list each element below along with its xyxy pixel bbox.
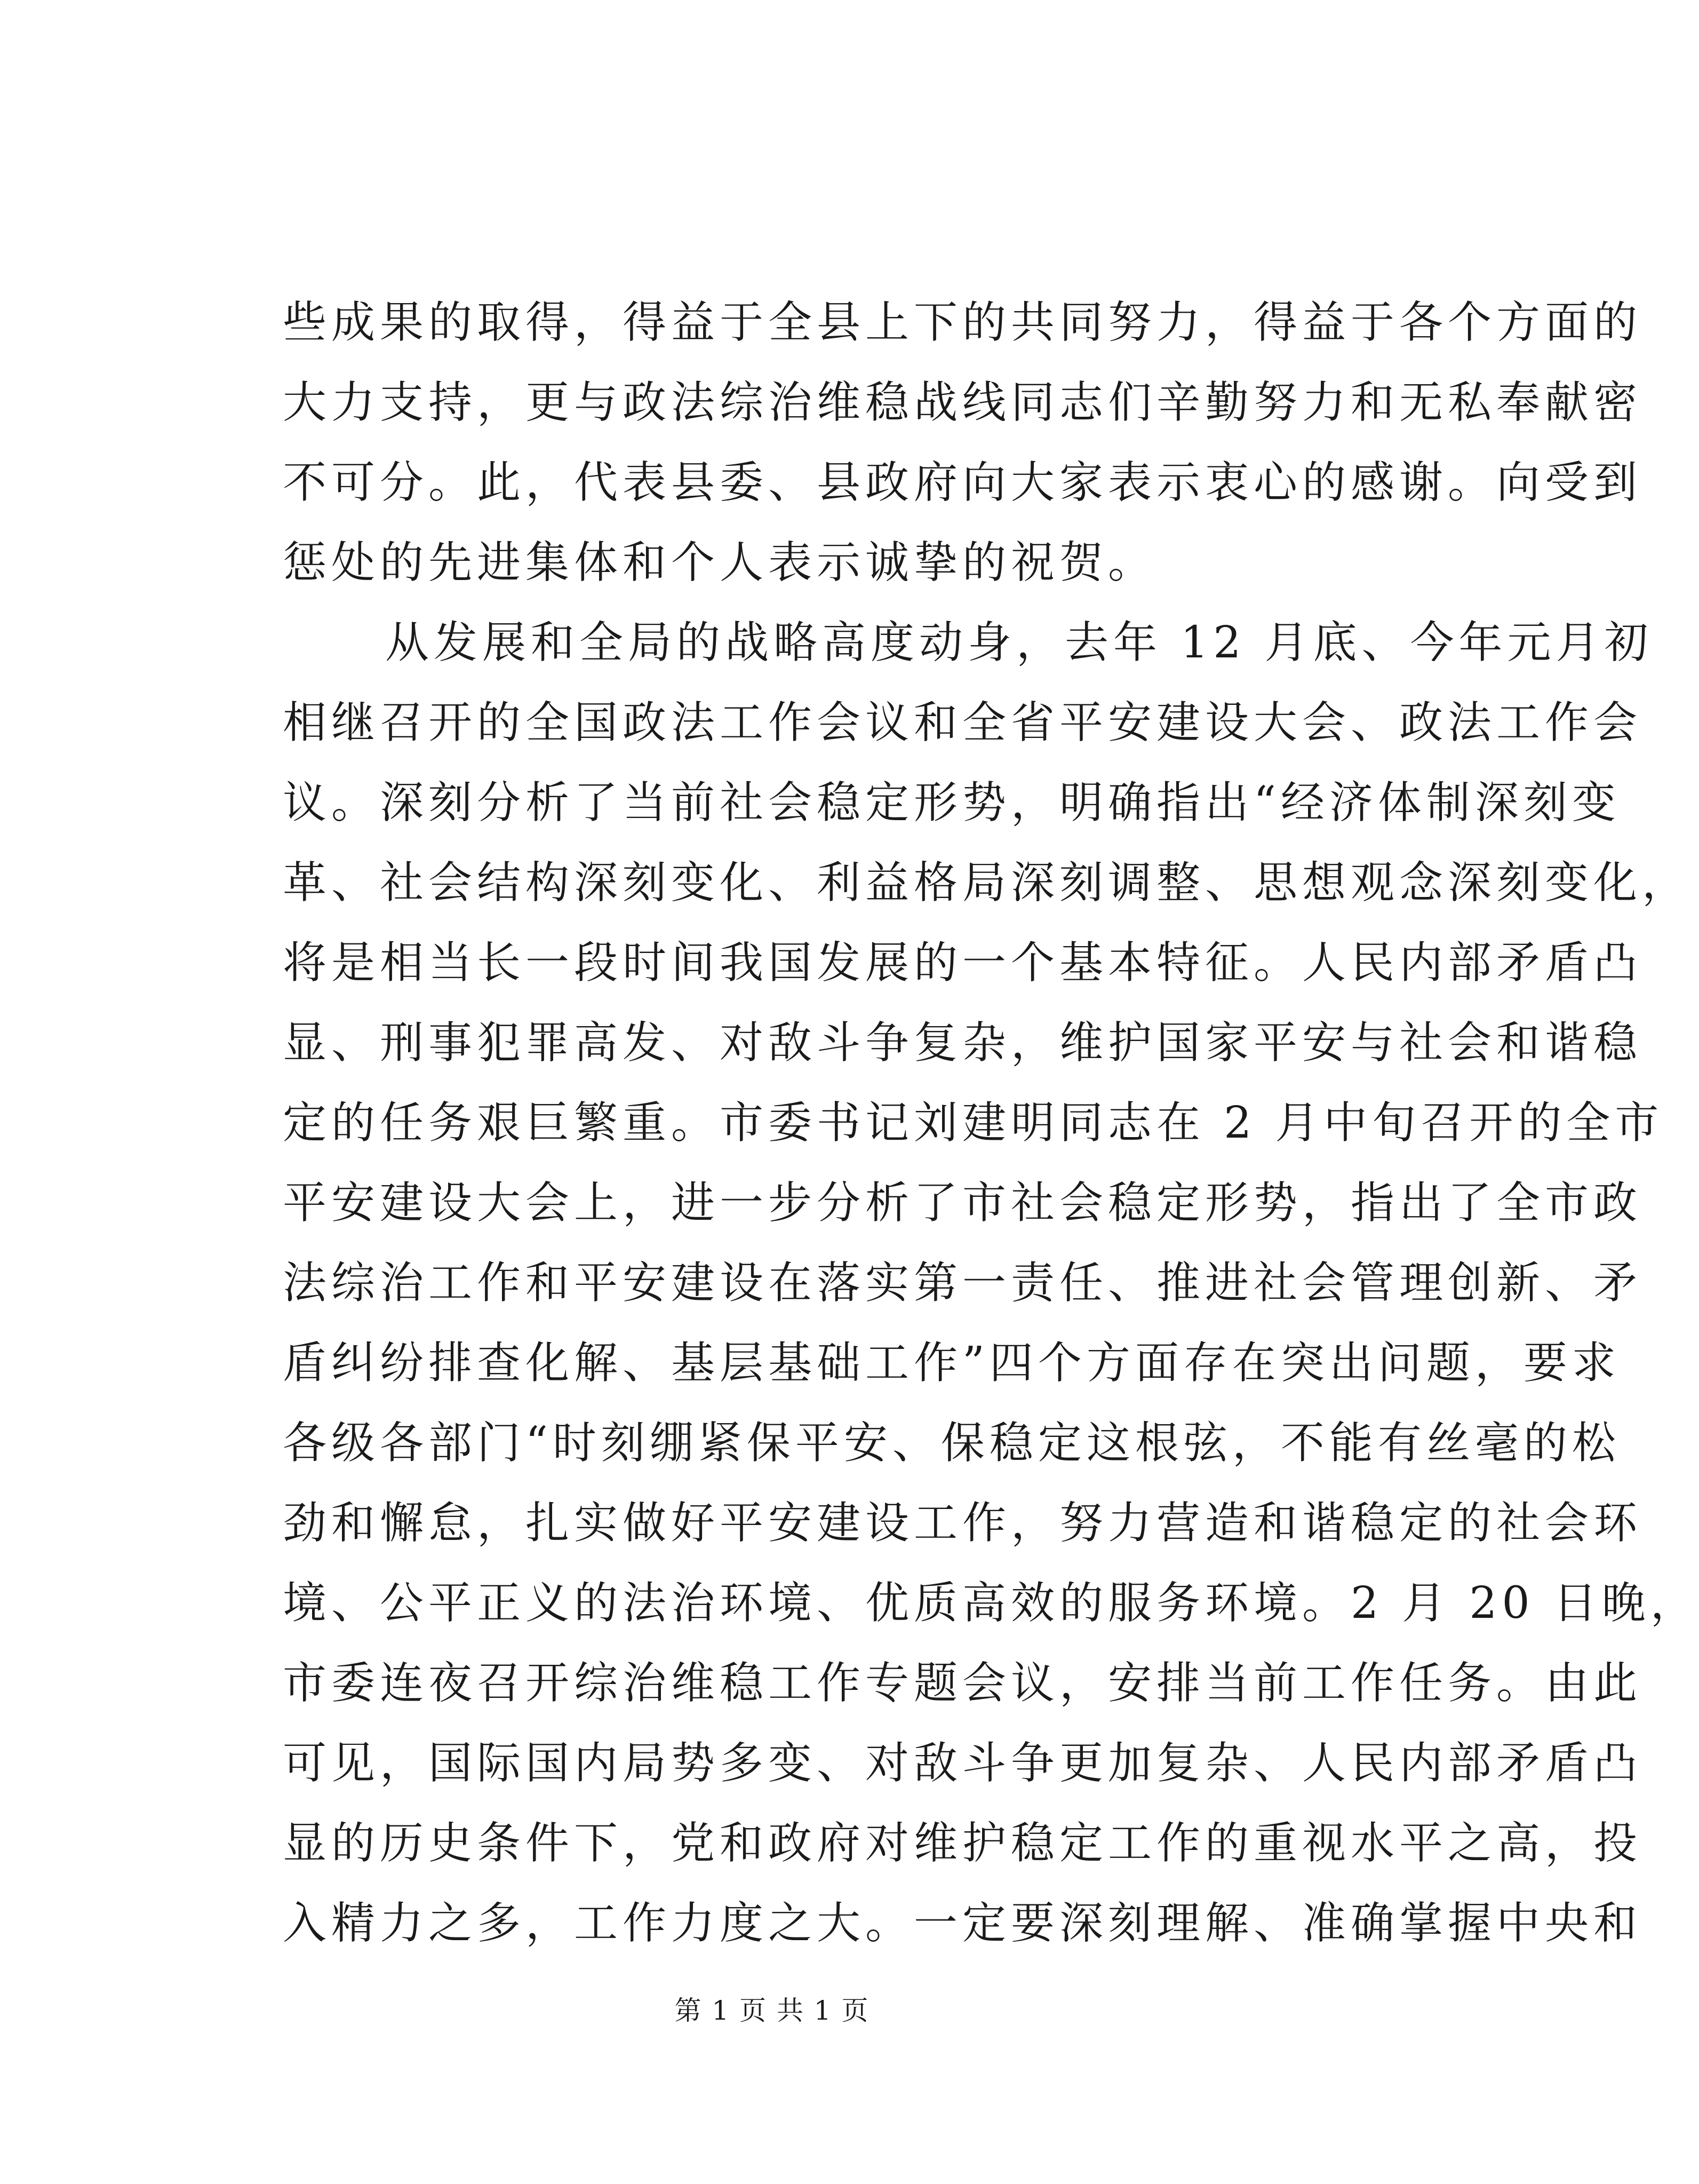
- body-text-line: 显、刑事犯罪高发、对敌斗争复杂，维护国家平安与社会和谐稳: [283, 1018, 1642, 1068]
- body-text-line: 将是相当长一段时间我国发展的一个基本特征。人民内部矛盾凸: [283, 938, 1642, 988]
- body-text-line: 盾纠纷排查化解、基层基础工作”四个方面存在突出问题，要求: [283, 1338, 1621, 1388]
- body-text-line: 劲和懈怠，扎实做好平安建设工作，努力营造和谐稳定的社会环: [283, 1498, 1642, 1548]
- body-text-line: 大力支持，更与政法综治维稳战线同志们辛勤努力和无私奉献密: [283, 377, 1642, 428]
- page-number-footer: 第 1 页 共 1 页: [674, 1995, 870, 2026]
- body-text-line: 惩处的先进集体和个人表示诚挚的祝贺。: [283, 537, 1157, 588]
- body-text-line: 市委连夜召开综治维稳工作专题会议，安排当前工作任务。由此: [283, 1658, 1642, 1709]
- body-text-line: 从发展和全局的战略高度动身，去年 12 月底、今年元月初: [385, 617, 1653, 668]
- body-text-line: 境、公平正义的法治环境、优质高效的服务环境。2 月 20 日晚，: [283, 1578, 1699, 1629]
- body-text-line: 法综治工作和平安建设在落实第一责任、推进社会管理创新、矛: [283, 1258, 1642, 1308]
- body-text-line: 议。深刻分析了当前社会稳定形势，明确指出“经济体制深刻变: [283, 777, 1621, 828]
- body-text-line: 显的历史条件下，党和政府对维护稳定工作的重视水平之高，投: [283, 1818, 1642, 1869]
- body-text-line: 革、社会结构深刻变化、利益格局深刻调整、思想观念深刻变化，: [283, 857, 1691, 908]
- body-text-line: 不可分。此，代表县委、县政府向大家表示衷心的感谢。向受到: [283, 457, 1642, 508]
- body-text-line: 定的任务艰巨繁重。市委书记刘建明同志在 2 月中旬召开的全市: [283, 1098, 1664, 1148]
- body-text-line: 相继召开的全国政法工作会议和全省平安建设大会、政法工作会: [283, 697, 1642, 748]
- body-text-line: 可见，国际国内局势多变、对敌斗争更加复杂、人民内部矛盾凸: [283, 1738, 1642, 1789]
- body-text-line: 各级各部门“时刻绷紧保平安、保稳定这根弦，不能有丝毫的松: [283, 1418, 1621, 1468]
- body-text-line: 平安建设大会上，进一步分析了市社会稳定形势，指出了全市政: [283, 1178, 1642, 1228]
- body-text-line: 入精力之多，工作力度之大。一定要深刻理解、准确掌握中央和: [283, 1898, 1642, 1949]
- body-text-line: 些成果的取得，得益于全县上下的共同努力，得益于各个方面的: [283, 297, 1642, 348]
